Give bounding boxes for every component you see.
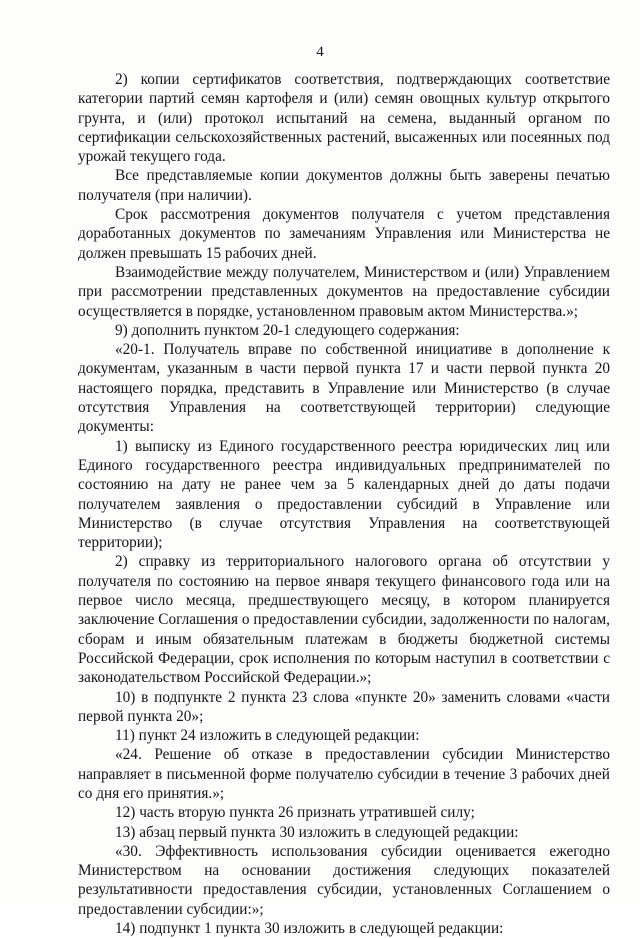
page-number: 4: [316, 44, 324, 60]
document-body: [78, 70, 610, 938]
paragraph-interaction: Взаимодействие между получателем, Министерством и (или) Управлением при рассмотрении представленных документов на предоставление субсидии осуществляется в порядке, установленном правовым актом Министерства.»;: [78, 263, 610, 320]
paragraph-item-12: 12) часть вторую пункта 26 признать утратившей силу;: [115, 804, 475, 822]
paragraph-20-1-sub-2: 2) справку из территориального налогового органа об отсутствии у получателя по состоянию на первое января текущего финансового года или на первое число месяца, предшествующего месяцу, в котором планируется заключение Соглашения о предоставлении субсидии, задолженности по налогам, сборам и иным обязательным платежам в бюджеты бюджетной системы Российской Федерации, срок исполнения по которым наступил в соответствии с законодательством Российской Федерации.»;: [78, 553, 610, 687]
paragraph-24: «24. Решение об отказе в предоставлении субсидии Министерство направляет в письменной форме получателю субсидии в течение 3 рабочих дней со дня его принятия.»;: [78, 746, 610, 802]
paragraph-copies-certificates: 2) копии сертификатов соответствия, подтверждающих соответствие категории партий семян картофеля и (или) семян овощных культур открытого грунта, и (или) протокол испытаний на семена, выданный органом по сертификации сельскохозяйственных растений, высаженных или посеянных под урожай текущего года.: [78, 71, 610, 166]
paragraph-item-11: 11) пункт 24 изложить в следующей редакции:: [115, 727, 420, 745]
paragraph-item-9: 9) дополнить пунктом 20-1 следующего содержания:: [115, 321, 460, 339]
paragraph-item-14: 14) подпункт 1 пункта 30 изложить в следующей редакции:: [115, 920, 504, 938]
paragraph-review-term: Срок рассмотрения документов получателя с учетом представления доработанных документов по замечаниям Управления или Министерства не должен превышать 15 рабочих дней.: [78, 206, 610, 262]
paragraph-30: «30. Эффективность использования субсидии оценивается ежегодно Министерством на основании достижения следующих показателей результативности предоставления субсидии, установленных Соглашением о предоставлении субсидии:»;: [78, 842, 610, 918]
paragraph-20-1: «20-1. Получатель вправе по собственной инициативе в дополнение к документам, указанным в части первой пункта 17 и части первой пункта 20 настоящего порядка, представить в Управление или Министерство (в случае отсутствия Управления на соответствующей территории) следующие документы:: [78, 341, 610, 436]
paragraph-copies-certified: Все представляемые копии документов должны быть заверены печатью получателя (при наличии).: [78, 167, 610, 204]
paragraph-item-10: 10) в подпункте 2 пункта 23 слова «пункте 20» заменить словами «части первой пункта 20»;: [78, 688, 610, 725]
paragraph-20-1-sub-1: 1) выписку из Единого государственного реестра юридических лиц или Единого государственного реестра индивидуальных предпринимателей по состоянию на дату не ранее чем за 5 календарных дней до даты подачи получателем заявления о предоставлении субсидий в Управление или Министерство (в случае отсутствия Управления на соответствующей территории);: [78, 437, 610, 552]
paragraph-item-13: 13) абзац первый пункта 30 изложить в следующей редакции:: [115, 823, 519, 841]
